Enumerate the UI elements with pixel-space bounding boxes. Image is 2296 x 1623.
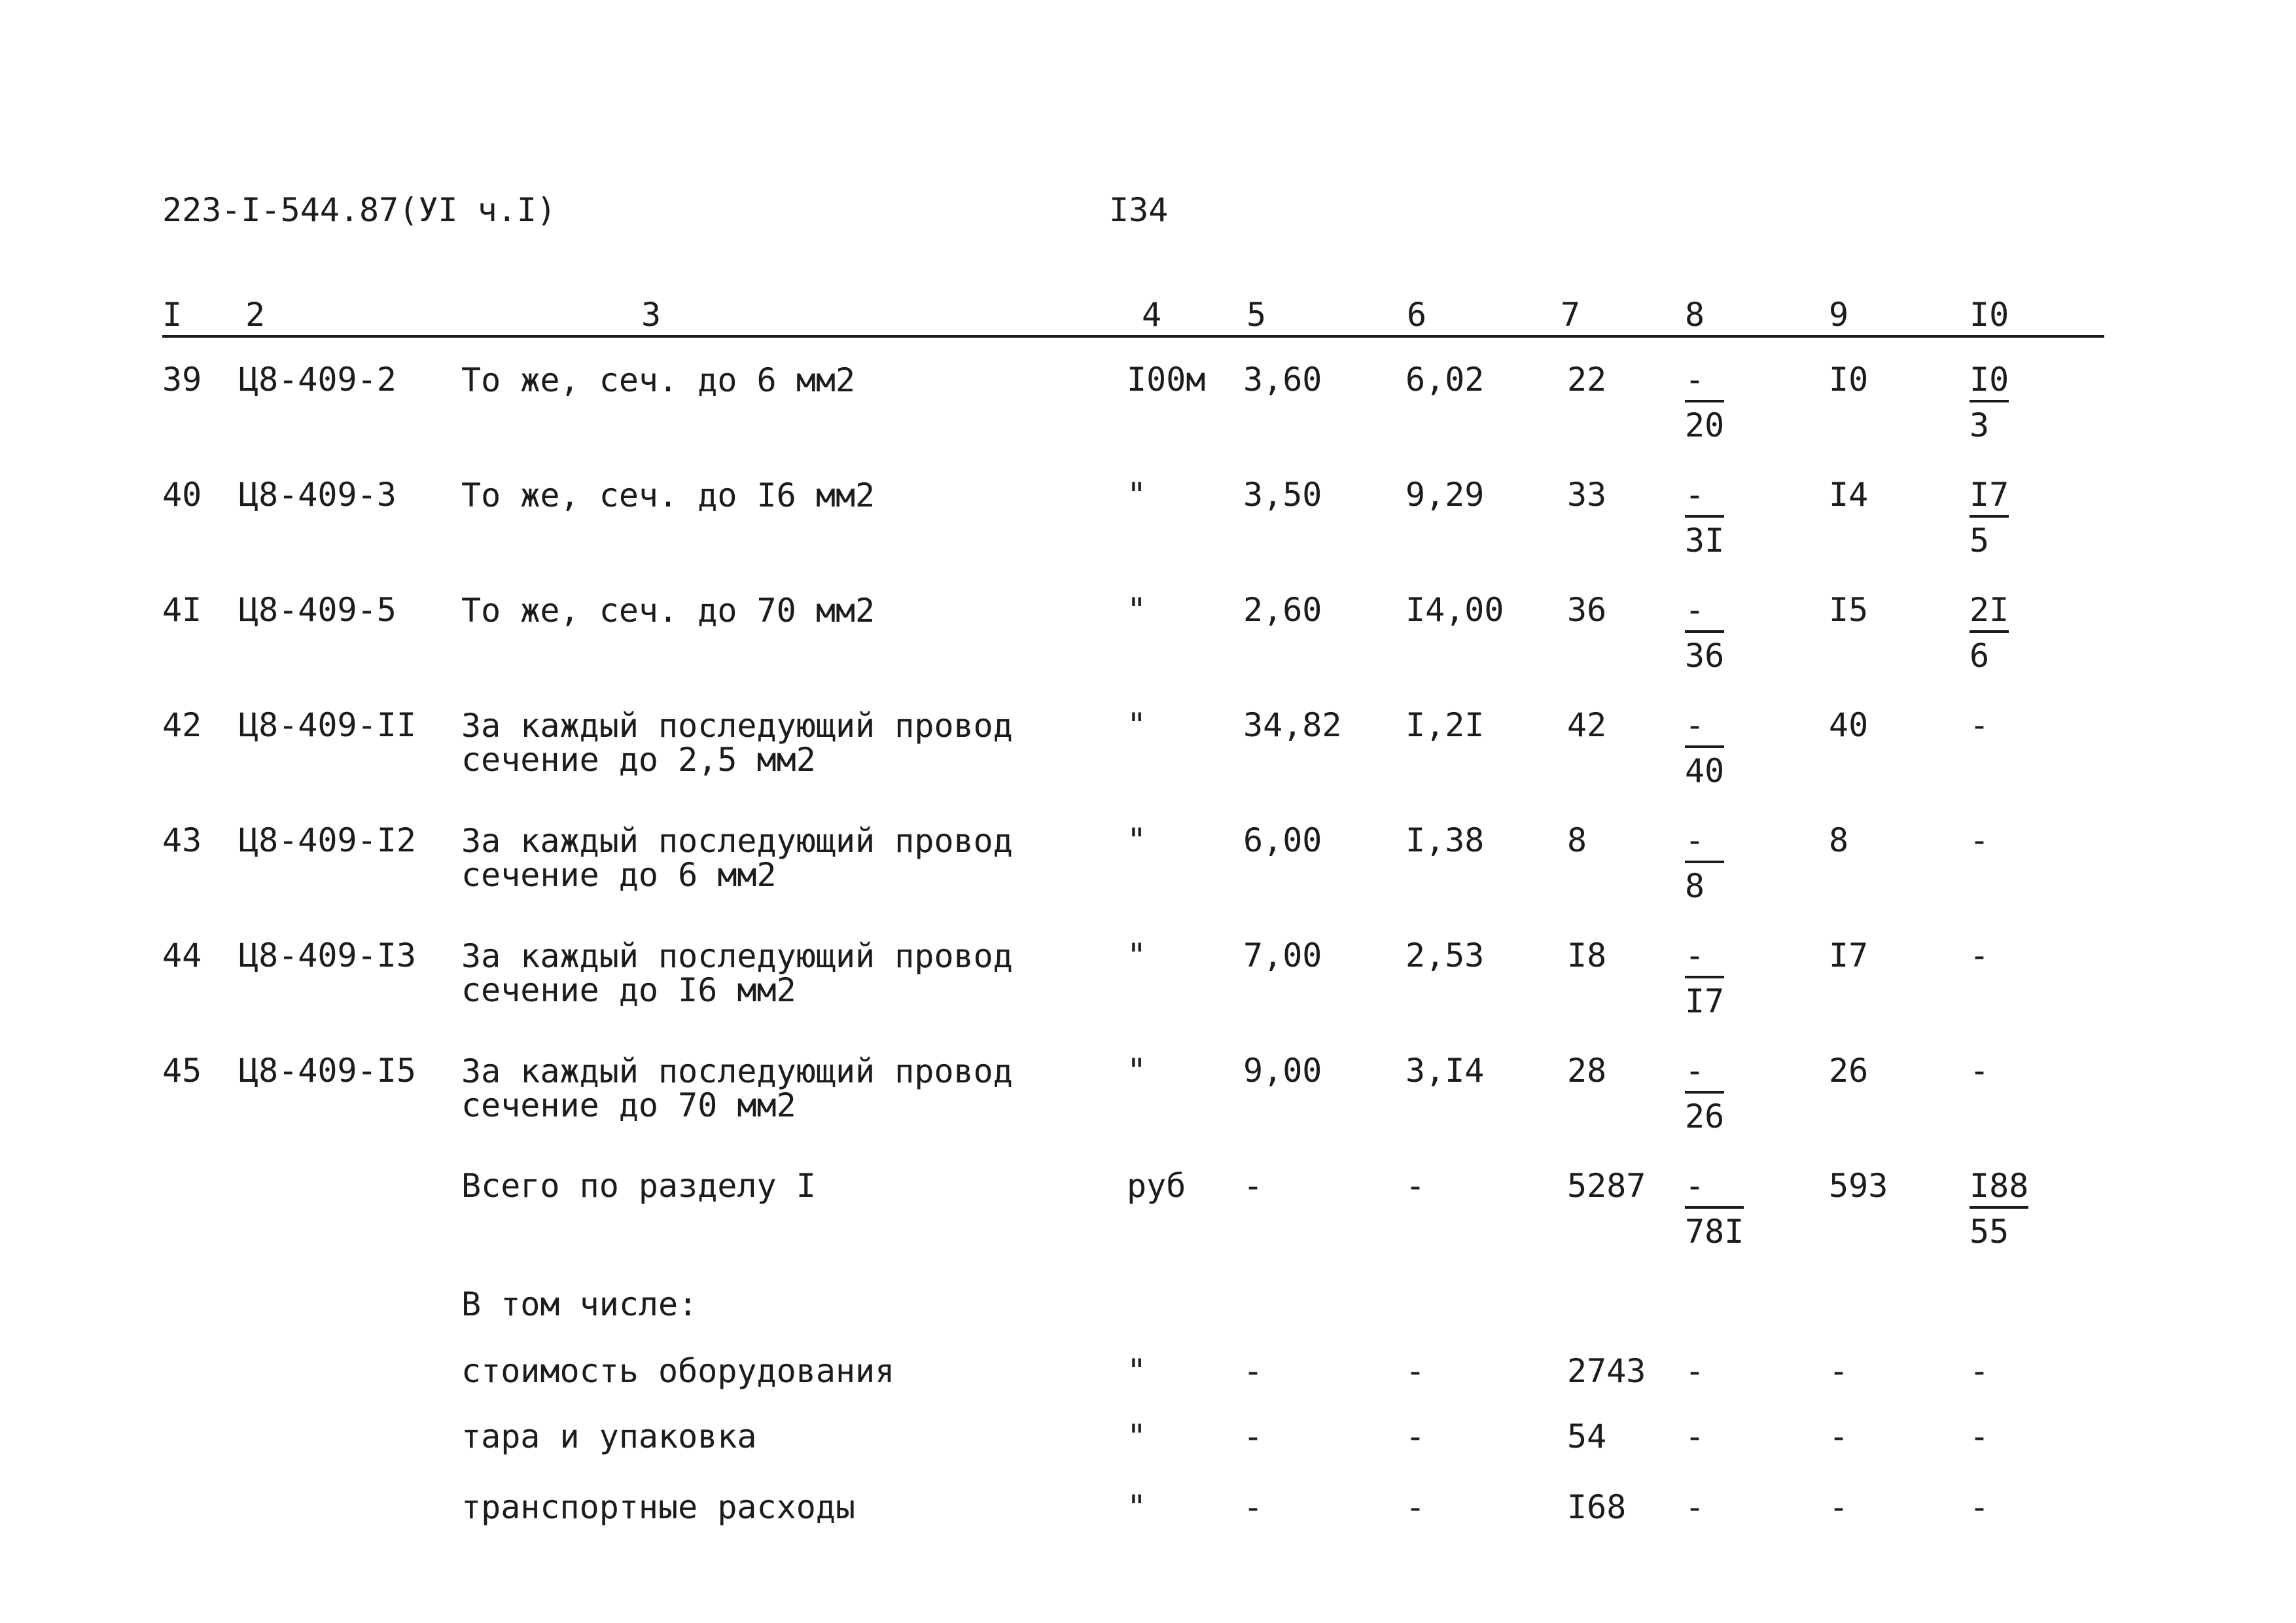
col9-value: - bbox=[1829, 1418, 1849, 1455]
col8-value: - bbox=[1685, 1488, 1705, 1526]
col5-value: 2,60 bbox=[1243, 591, 1322, 629]
col7-value: 42 bbox=[1567, 706, 1607, 744]
work-description bbox=[461, 1054, 1013, 1122]
col10-fraction-numerator: I0 bbox=[1969, 363, 2009, 402]
description-line: сечение до I6 мм2 bbox=[461, 971, 796, 1009]
col8-value: - bbox=[1685, 1352, 1705, 1390]
column-number: 5 bbox=[1246, 296, 1267, 334]
col8-fraction bbox=[1685, 591, 1725, 675]
col10-fraction-numerator: 2I bbox=[1969, 594, 2009, 633]
breakdown-label: транспортные расходы bbox=[461, 1488, 856, 1526]
col10-value: - bbox=[1969, 821, 1990, 859]
col8-fraction bbox=[1685, 363, 1724, 442]
description-line: За каждый последующий провод bbox=[461, 707, 1013, 745]
col8-fraction-numerator: - bbox=[1685, 709, 1724, 748]
col10-value: - bbox=[1969, 706, 1990, 744]
unit: руб bbox=[1127, 1167, 1186, 1205]
unit: I00м bbox=[1127, 361, 1206, 399]
col9-value: 593 bbox=[1829, 1167, 1888, 1205]
work-description bbox=[461, 594, 875, 628]
col5-value: - bbox=[1243, 1167, 1263, 1205]
description-line: сечение до 2,5 мм2 bbox=[461, 741, 816, 779]
unit: " bbox=[1127, 821, 1147, 859]
col10-fraction bbox=[1969, 591, 2009, 675]
col10-fraction-denominator: 5 bbox=[1969, 522, 1990, 560]
column-number: 8 bbox=[1685, 296, 1705, 334]
col8-fraction-denominator: 36 bbox=[1685, 637, 1725, 675]
unit: " bbox=[1127, 706, 1147, 744]
col9-value: - bbox=[1829, 1352, 1849, 1390]
col9-value: I7 bbox=[1829, 936, 1869, 974]
description-line: То же, сеч. до 70 мм2 bbox=[461, 592, 875, 630]
col10-fraction bbox=[1969, 363, 2009, 442]
col8-fraction bbox=[1685, 706, 1725, 790]
col8-fraction-denominator: 3I bbox=[1685, 522, 1725, 560]
rate-code: Ц8-409-II bbox=[239, 706, 416, 744]
col7-value: 5287 bbox=[1567, 1167, 1646, 1205]
col5-value: 7,00 bbox=[1243, 936, 1322, 974]
col8-fraction bbox=[1685, 1167, 1744, 1251]
row-number: 45 bbox=[162, 1052, 202, 1090]
work-description bbox=[461, 939, 1013, 1007]
col10-fraction-numerator: I7 bbox=[1969, 478, 2009, 518]
unit: " bbox=[1127, 1352, 1147, 1390]
description-line: сечение до 6 мм2 bbox=[461, 856, 777, 894]
col8-fraction-denominator: 20 bbox=[1685, 406, 1725, 444]
col8-fraction-denominator: 40 bbox=[1685, 752, 1725, 790]
col8-fraction-numerator: - bbox=[1685, 1169, 1744, 1209]
column-number: 9 bbox=[1829, 296, 1849, 334]
header-rule bbox=[162, 335, 2104, 338]
col7-value: 2743 bbox=[1567, 1352, 1646, 1390]
col7-value: I8 bbox=[1567, 936, 1607, 974]
col9-value: I5 bbox=[1829, 591, 1869, 629]
col5-value: - bbox=[1243, 1418, 1263, 1455]
work-description bbox=[461, 363, 855, 397]
description-line: За каждый последующий провод bbox=[461, 937, 1013, 975]
col10-value: - bbox=[1969, 1488, 1990, 1526]
row-number: 42 bbox=[162, 706, 202, 744]
total-label: Всего по разделу I bbox=[461, 1167, 816, 1205]
col9-value: 26 bbox=[1829, 1052, 1869, 1090]
col8-fraction-numerator: - bbox=[1685, 939, 1724, 978]
rate-code: Ц8-409-3 bbox=[239, 476, 397, 514]
row-number: 40 bbox=[162, 476, 202, 514]
col6-value: - bbox=[1405, 1167, 1426, 1205]
row-number: 39 bbox=[162, 361, 202, 399]
col8-fraction bbox=[1685, 821, 1724, 905]
col10-fraction bbox=[1969, 1167, 2029, 1251]
col10-fraction-denominator: 55 bbox=[1969, 1213, 2009, 1251]
unit: " bbox=[1127, 476, 1147, 514]
col7-value: 54 bbox=[1567, 1418, 1607, 1455]
col6-value: - bbox=[1405, 1418, 1426, 1455]
col6-value: I4,00 bbox=[1405, 591, 1504, 629]
col7-value: 22 bbox=[1567, 361, 1607, 399]
col6-value: 6,02 bbox=[1405, 361, 1485, 399]
column-number: 6 bbox=[1407, 296, 1427, 334]
col10-fraction-denominator: 6 bbox=[1969, 637, 1990, 675]
col5-value: - bbox=[1243, 1352, 1263, 1390]
col5-value: - bbox=[1243, 1488, 1263, 1526]
col7-value: 8 bbox=[1567, 821, 1587, 859]
work-description bbox=[461, 478, 875, 512]
description-line: То же, сеч. до 6 мм2 bbox=[461, 361, 856, 399]
description-line: сечение до 70 мм2 bbox=[461, 1086, 796, 1124]
col10-value: - bbox=[1969, 1418, 1990, 1455]
rate-code: Ц8-409-5 bbox=[239, 591, 397, 629]
description-line: За каждый последующий провод bbox=[461, 822, 1013, 860]
col10-value: - bbox=[1969, 936, 1990, 974]
unit: " bbox=[1127, 1488, 1147, 1526]
col5-value: 9,00 bbox=[1243, 1052, 1322, 1090]
unit: " bbox=[1127, 1418, 1147, 1455]
col10-value: - bbox=[1969, 1352, 1990, 1390]
col6-value: - bbox=[1405, 1352, 1426, 1390]
column-number: 2 bbox=[245, 296, 266, 334]
col10-fraction-numerator: I88 bbox=[1969, 1169, 2028, 1209]
col10-fraction-denominator: 3 bbox=[1969, 406, 1990, 444]
col7-value: 28 bbox=[1567, 1052, 1607, 1090]
col6-value: I,38 bbox=[1405, 821, 1485, 859]
including-label: В том числе: bbox=[461, 1285, 698, 1323]
col8-fraction-denominator: 78I bbox=[1685, 1213, 1744, 1251]
col8-fraction-numerator: - bbox=[1685, 363, 1724, 402]
col5-value: 34,82 bbox=[1243, 706, 1342, 744]
col7-value: 33 bbox=[1567, 476, 1607, 514]
col9-value: I0 bbox=[1829, 361, 1869, 399]
col6-value: 2,53 bbox=[1405, 936, 1485, 974]
rate-code: Ц8-409-I2 bbox=[239, 821, 416, 859]
col10-value: - bbox=[1969, 1052, 1990, 1090]
description-line: За каждый последующий провод bbox=[461, 1052, 1013, 1090]
column-number: I bbox=[162, 296, 183, 334]
column-number: I0 bbox=[1969, 296, 2009, 334]
col8-fraction bbox=[1685, 936, 1725, 1020]
col8-fraction-numerator: - bbox=[1685, 1054, 1724, 1094]
col5-value: 3,60 bbox=[1243, 361, 1322, 399]
col8-fraction-denominator: I7 bbox=[1685, 982, 1725, 1020]
col9-value: I4 bbox=[1829, 476, 1869, 514]
rate-code: Ц8-409-I5 bbox=[239, 1052, 416, 1090]
row-number: 4I bbox=[162, 591, 202, 629]
col8-fraction-numerator: - bbox=[1685, 824, 1724, 863]
description-line: То же, сеч. до I6 мм2 bbox=[461, 476, 875, 514]
col9-value: 8 bbox=[1829, 821, 1849, 859]
column-number: 7 bbox=[1561, 296, 1581, 334]
col6-value: I,2I bbox=[1405, 706, 1485, 744]
breakdown-label: стоимость оборудования bbox=[461, 1352, 895, 1390]
col6-value: - bbox=[1405, 1488, 1426, 1526]
col5-value: 6,00 bbox=[1243, 821, 1322, 859]
document-code: 223-I-544.87(УI ч.I) bbox=[162, 191, 557, 229]
col9-value: 40 bbox=[1829, 706, 1869, 744]
rate-code: Ц8-409-2 bbox=[239, 361, 397, 399]
col6-value: 9,29 bbox=[1405, 476, 1485, 514]
col8-fraction bbox=[1685, 476, 1725, 560]
col6-value: 3,I4 bbox=[1405, 1052, 1485, 1090]
col5-value: 3,50 bbox=[1243, 476, 1322, 514]
col8-value: - bbox=[1685, 1418, 1705, 1455]
col8-fraction bbox=[1685, 1054, 1724, 1133]
column-number: 4 bbox=[1142, 296, 1162, 334]
col8-fraction-denominator: 8 bbox=[1685, 867, 1705, 905]
unit: " bbox=[1127, 1052, 1147, 1090]
work-description bbox=[461, 709, 1013, 777]
unit: " bbox=[1127, 591, 1147, 629]
unit: " bbox=[1127, 936, 1147, 974]
row-number: 43 bbox=[162, 821, 202, 859]
col9-value: - bbox=[1829, 1488, 1849, 1526]
col10-fraction bbox=[1969, 476, 2009, 560]
rate-code: Ц8-409-I3 bbox=[239, 936, 416, 974]
col8-fraction-numerator: - bbox=[1685, 478, 1724, 518]
work-description bbox=[461, 824, 1013, 892]
col7-value: I68 bbox=[1567, 1488, 1627, 1526]
page-number: I34 bbox=[1109, 191, 1169, 229]
col8-fraction-numerator: - bbox=[1685, 594, 1724, 633]
breakdown-label: тара и упаковка bbox=[461, 1418, 757, 1455]
row-number: 44 bbox=[162, 936, 202, 974]
column-number: 3 bbox=[641, 296, 662, 334]
col8-fraction-denominator: 26 bbox=[1685, 1097, 1725, 1135]
col7-value: 36 bbox=[1567, 591, 1607, 629]
